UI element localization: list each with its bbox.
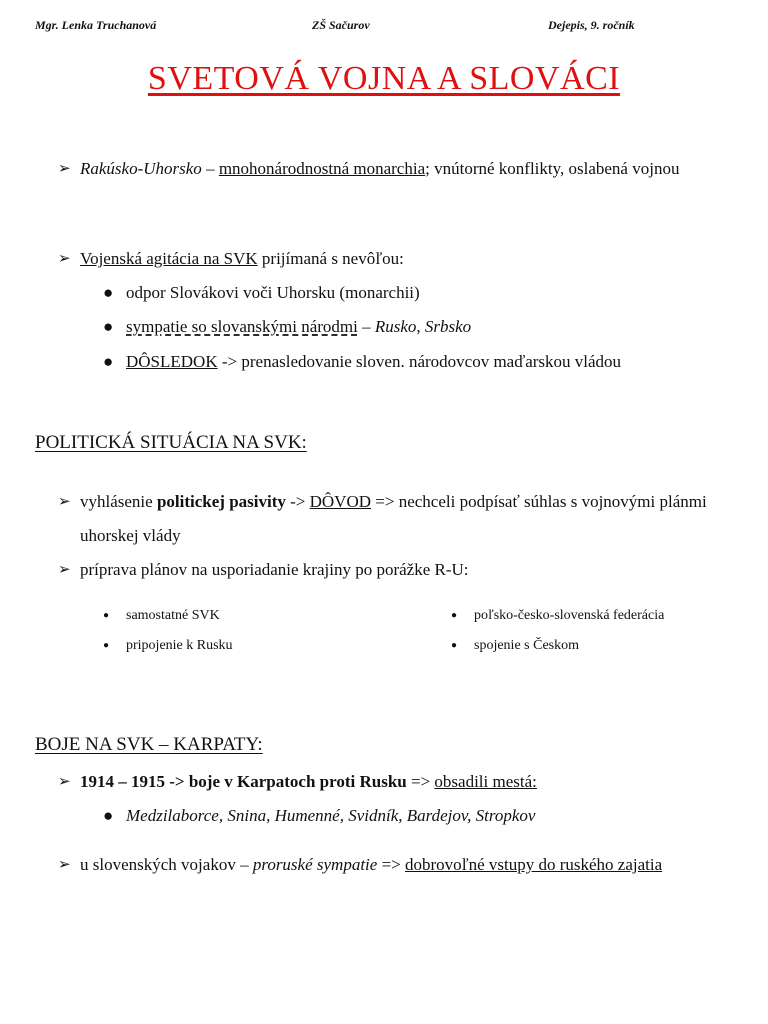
- arrow-text: =>: [406, 772, 435, 791]
- sympathy-term: sympatie so slovanskými národmi: [126, 317, 358, 336]
- passivity-term: politickej pasivity: [156, 492, 286, 511]
- header-school: ZŠ Sačurov: [312, 18, 370, 32]
- countries: Rusko, Srbsko: [374, 317, 472, 336]
- bullet-austria-hungary: [58, 152, 730, 186]
- dot-bullet-icon: ●: [103, 352, 114, 371]
- consequence-text: -> prenasledovanie sloven. národovcov maďarskou vládou: [217, 352, 622, 371]
- bullet-text: vyhlásenie: [80, 492, 157, 511]
- list-item-consequence: [126, 345, 621, 379]
- agitation-term: Vojenská agitácia na SVK: [80, 249, 258, 268]
- arrow-bullet-icon: ➢: [58, 857, 71, 873]
- header-subject: Dejepis, 9. ročník: [548, 18, 635, 32]
- sympathy-term: proruské sympatie: [252, 855, 378, 874]
- arrow-bullet-icon: ➢: [58, 562, 71, 578]
- bullet-text: ; vnútorné konflikty, oslabená vojnou: [425, 159, 680, 178]
- option-federation: poľsko-česko-slovenská federácia: [474, 608, 665, 623]
- reason-term: DÔVOD: [309, 492, 372, 511]
- bullet-text: príprava plánov na usporiadanie krajiny po porážke R-U:: [80, 560, 469, 579]
- dot-bullet-icon: ●: [451, 610, 458, 621]
- header-author: Mgr. Lenka Truchanová: [35, 18, 157, 32]
- bullet-soldiers: [58, 848, 730, 882]
- dot-bullet-icon: ●: [103, 806, 114, 825]
- arrow-text: =>: [377, 855, 406, 874]
- option-join-russia: pripojenie k Rusku: [126, 638, 233, 653]
- arrow-bullet-icon: ➢: [58, 494, 71, 510]
- list-item-cities: Medzilaborce, Snina, Humenné, Svidník, Bardejov, Stropkov: [126, 806, 536, 825]
- dot-bullet-icon: ●: [103, 283, 114, 302]
- country-name: Rakúsko-Uhorsko: [80, 159, 202, 178]
- captivity-term: dobrovoľné vstupy do ruského zajatia: [405, 855, 663, 874]
- page-title: SVETOVÁ VOJNA A SLOVÁCI: [147, 60, 621, 97]
- battle-term: 1914 – 1915 -> boje v Karpatoch proti Rusku: [80, 772, 407, 791]
- arrow-bullet-icon: ➢: [58, 774, 71, 790]
- option-independent-svk: samostatné SVK: [126, 608, 220, 623]
- monarchy-term: mnohonárodnostná monarchia: [218, 159, 426, 178]
- dot-bullet-icon: ●: [103, 610, 110, 621]
- dot-bullet-icon: ●: [103, 640, 110, 651]
- bullet-text: => nechceli podpísať súhlas s vojnovými plánmi uhorskej vlády: [80, 492, 707, 545]
- dash: –: [357, 317, 375, 336]
- list-item-opposition: odpor Slovákovi voči Uhorsku (monarchii): [126, 283, 420, 302]
- option-union-czech: spojenie s Českom: [474, 638, 579, 653]
- bullet-text: u slovenských vojakov –: [80, 855, 253, 874]
- bullet-agitation: [58, 242, 730, 276]
- occupied-term: obsadili mestá:: [434, 772, 537, 791]
- bullet-karpaty: [58, 765, 730, 799]
- dash: –: [201, 159, 219, 178]
- bullet-text: prijímaná s nevôľou:: [257, 249, 404, 268]
- section-heading-political: POLITICKÁ SITUÁCIA NA SVK:: [35, 432, 307, 453]
- list-item-sympathy: [126, 310, 471, 344]
- dot-bullet-icon: ●: [451, 640, 458, 651]
- arrow-text: ->: [285, 492, 310, 511]
- bullet-plans: [58, 553, 730, 587]
- bullet-passivity: [58, 485, 730, 553]
- arrow-bullet-icon: ➢: [58, 251, 71, 267]
- section-heading-battles: BOJE NA SVK – KARPATY:: [35, 734, 263, 755]
- consequence-term: DÔSLEDOK: [126, 352, 218, 371]
- dot-bullet-icon: ●: [103, 317, 114, 336]
- arrow-bullet-icon: ➢: [58, 161, 71, 177]
